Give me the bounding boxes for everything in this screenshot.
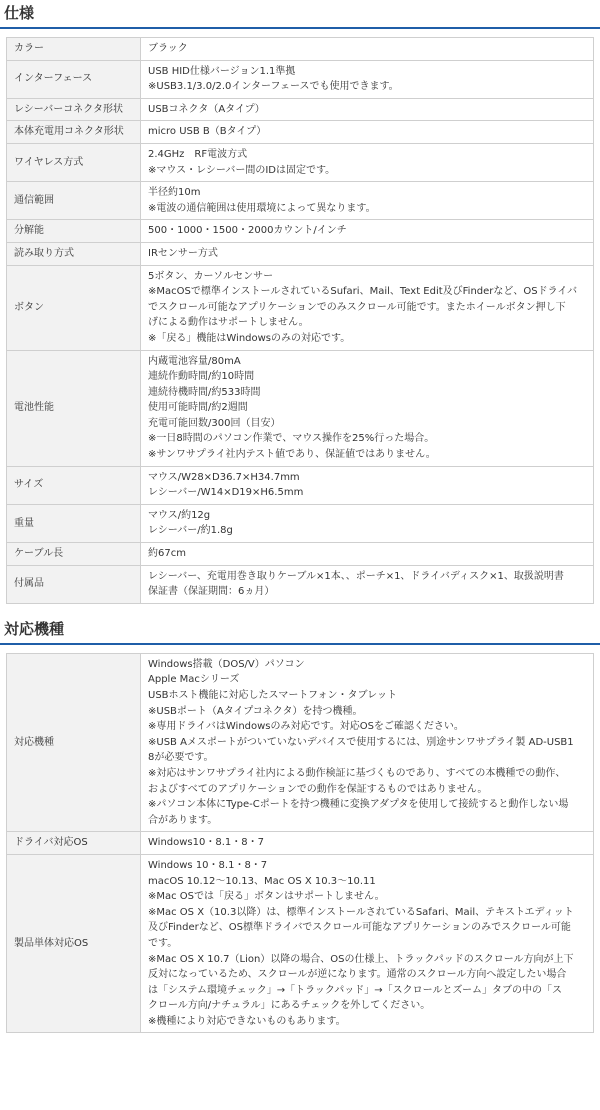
compat-value-line: macOS 10.12～10.13、Mac OS X 10.3～10.11 bbox=[148, 875, 376, 887]
compat-value-line: Windows搭載（DOS/V）パソコン bbox=[148, 658, 305, 670]
spec-value-line: 連続待機時間/約533時間 bbox=[148, 386, 261, 398]
spec-value-line: 充電可能回数/300回（目安） bbox=[148, 417, 281, 429]
spec-label: 分解能 bbox=[7, 220, 141, 243]
spec-row bbox=[7, 265, 594, 350]
spec-value bbox=[141, 265, 594, 350]
spec-value bbox=[141, 121, 594, 144]
spec-row bbox=[7, 60, 594, 98]
spec-value-line: 2.4GHz RF電波方式 bbox=[148, 148, 248, 160]
spec-row bbox=[7, 38, 594, 61]
spec-label: ケーブル長 bbox=[7, 543, 141, 566]
compat-value-line: ※Mac OS X（10.3以降）は、標準インストールされているSafari、Mail、テキストエディット bbox=[148, 906, 574, 918]
spec-value bbox=[141, 60, 594, 98]
spec-value-line: レシーバー/W14×D19×H6.5mm bbox=[148, 487, 304, 499]
compat-section-title: 対応機種 bbox=[0, 616, 600, 645]
spec-value-line: ※一日8時間のパソコン作業で、マウス操作を25%行った場合。 bbox=[148, 433, 435, 445]
compat-label: 対応機種 bbox=[7, 653, 141, 832]
spec-label: サイズ bbox=[7, 466, 141, 504]
spec-label: 重量 bbox=[7, 504, 141, 542]
compat-value-line: ※対応はサンワサプライ社内による動作検証に基づくものであり、すべての本機種での動作、 bbox=[148, 767, 566, 779]
spec-value bbox=[141, 350, 594, 466]
spec-row bbox=[7, 220, 594, 243]
spec-row bbox=[7, 565, 594, 603]
compat-value-line: ※Mac OS X 10.7（Lion）以降の場合、OSの仕様上、トラックパッドのスクロール方向が上下 bbox=[148, 953, 574, 965]
spec-value-line: USBコネクタ（Aタイプ） bbox=[148, 103, 265, 115]
spec-value-line: USB HID仕様バージョン1.1準拠 bbox=[148, 65, 296, 77]
spec-value-line: ※USB3.1/3.0/2.0インターフェースでも使用できます。 bbox=[148, 81, 399, 93]
compat-value-line: USBホスト機能に対応したスマートフォン・タブレット bbox=[148, 690, 398, 701]
compat-value-line: クロール方向/ナチュラル」にあるチェックを外してください。 bbox=[148, 1000, 431, 1012]
spec-value-line: でスクロール可能なアプリケーションでのみスクロール可能です。またホイールボタン押し下 bbox=[148, 301, 566, 313]
spec-row bbox=[7, 143, 594, 181]
spec-row bbox=[7, 182, 594, 220]
compat-value-line: Apple Macシリーズ bbox=[148, 674, 240, 686]
compat-value-line: ※USB Aメスポートがついていないデバイスで使用するには、別途サンワサプライ製 AD-USB1 bbox=[148, 736, 574, 748]
compat-table bbox=[6, 653, 594, 1034]
compat-value-line: です。 bbox=[148, 937, 178, 949]
spec-value-line: レシーバー/約1.8g bbox=[148, 525, 233, 537]
spec-row bbox=[7, 98, 594, 121]
spec-value bbox=[141, 543, 594, 566]
compat-value-line: ※Mac OSでは「戻る」ボタンはサポートしません。 bbox=[148, 891, 385, 903]
spec-value bbox=[141, 220, 594, 243]
spec-value-line: 連続作動時間/約10時間 bbox=[148, 371, 255, 383]
compat-value-line: Windows 10・8.1・8・7 bbox=[148, 859, 268, 871]
compat-value bbox=[141, 832, 594, 855]
compat-value-line: ※USBポート（Aタイプコネクタ）を持つ機種。 bbox=[148, 705, 363, 717]
compat-value bbox=[141, 653, 594, 832]
spec-value-line: レシーバー、充電用巻き取りケーブル×1本、、ポーチ×1、ドライバディスク×1、取扱説明書 bbox=[148, 570, 564, 582]
spec-label: ワイヤレス方式 bbox=[7, 143, 141, 181]
spec-value bbox=[141, 504, 594, 542]
spec-row bbox=[7, 350, 594, 466]
spec-value-line: ブラック bbox=[148, 43, 188, 54]
spec-value-line: 保証書（保証期間：6ヵ月） bbox=[148, 586, 275, 598]
spec-label: 読み取り方式 bbox=[7, 242, 141, 265]
spec-label: 電池性能 bbox=[7, 350, 141, 466]
spec-value-line: げによる動作はサポートしません。 bbox=[148, 317, 309, 329]
compat-value-line: 合があります。 bbox=[148, 814, 218, 826]
spec-value bbox=[141, 38, 594, 61]
compat-value-line: 反対になっているため、スクロールが逆になります。通常のスクロール方向へ設定したい場合 bbox=[148, 969, 567, 981]
compat-value-line: 及びFinderなど、OS標準ドライバでスクロール可能なアプリケーションのみでスクロール可能 bbox=[148, 922, 571, 934]
spec-value-line: ※MacOSで標準インストールされているSufari、Mail、Text Edit及びFinderなど、OSドライバ bbox=[148, 286, 578, 298]
spec-value-line: ※「戻る」機能はWindowsのみの対応です。 bbox=[148, 332, 351, 344]
compat-value-line: ※機種により対応できないものもあります。 bbox=[148, 1015, 346, 1027]
spec-value-line: 約67cm bbox=[148, 548, 186, 560]
compat-label: ドライバ対応OS bbox=[7, 832, 141, 855]
spec-value bbox=[141, 98, 594, 121]
compat-value bbox=[141, 854, 594, 1033]
spec-value bbox=[141, 565, 594, 603]
compat-label: 製品単体対応OS bbox=[7, 854, 141, 1033]
spec-label: 本体充電用コネクタ形状 bbox=[7, 121, 141, 144]
spec-value-line: 内蔵電池容量/80mA bbox=[148, 355, 241, 367]
spec-label: インターフェース bbox=[7, 60, 141, 98]
spec-value-line: ※サンワサプライ社内テスト値であり、保証値ではありません。 bbox=[148, 449, 436, 461]
spec-label: 付属品 bbox=[7, 565, 141, 603]
spec-row bbox=[7, 121, 594, 144]
spec-value-line: 500・1000・1500・2000カウント/インチ bbox=[148, 225, 347, 237]
compat-row bbox=[7, 832, 594, 855]
spec-value-line: 使用可能時間/約2週間 bbox=[148, 402, 248, 414]
spec-table bbox=[6, 37, 594, 604]
spec-row bbox=[7, 504, 594, 542]
spec-section-title: 仕様 bbox=[0, 0, 600, 29]
spec-value-line: micro USB B（Bタイプ） bbox=[148, 126, 267, 138]
spec-label: レシーバーコネクタ形状 bbox=[7, 98, 141, 121]
compat-value-line: ※専用ドライバはWindowsのみ対応です。対応OSをご確認ください。 bbox=[148, 721, 464, 733]
spec-value-line: IRセンサー方式 bbox=[148, 247, 218, 259]
spec-row bbox=[7, 466, 594, 504]
compat-value-line: 8が必要です。 bbox=[148, 752, 214, 764]
spec-value bbox=[141, 242, 594, 265]
spec-value bbox=[141, 466, 594, 504]
spec-value-line: 5ボタン、カーソルセンサー bbox=[148, 270, 274, 282]
spec-label: ボタン bbox=[7, 265, 141, 350]
compat-row bbox=[7, 653, 594, 832]
spec-value-line: ※電波の通信範囲は使用環境によって異なります。 bbox=[148, 202, 376, 214]
spec-value-line: マウス/約12g bbox=[148, 509, 211, 521]
compat-row bbox=[7, 854, 594, 1033]
compat-value-line: Windows10・8.1・8・7 bbox=[148, 837, 264, 849]
compat-value-line: およびすべてのアプリケーションでの動作を保証するものではありません。 bbox=[148, 783, 488, 795]
compat-value-line: は「システム環境チェック」→「トラックパッド」→「スクロールとズーム」タブの中の「ス bbox=[148, 984, 562, 996]
spec-value-line: 半径約10m bbox=[148, 187, 201, 199]
spec-label: 通信範囲 bbox=[7, 182, 141, 220]
spec-value-line: ※マウス・レシーバー間のIDは固定です。 bbox=[148, 164, 336, 176]
spec-value-line: マウス/W28×D36.7×H34.7mm bbox=[148, 471, 300, 483]
spec-value bbox=[141, 182, 594, 220]
spec-value bbox=[141, 143, 594, 181]
spec-row bbox=[7, 543, 594, 566]
spec-row bbox=[7, 242, 594, 265]
spec-label: カラー bbox=[7, 38, 141, 61]
compat-value-line: ※パソコン本体にType-Cポートを持つ機種に変換アダプタを使用して接続すると動作しない場 bbox=[148, 799, 569, 811]
